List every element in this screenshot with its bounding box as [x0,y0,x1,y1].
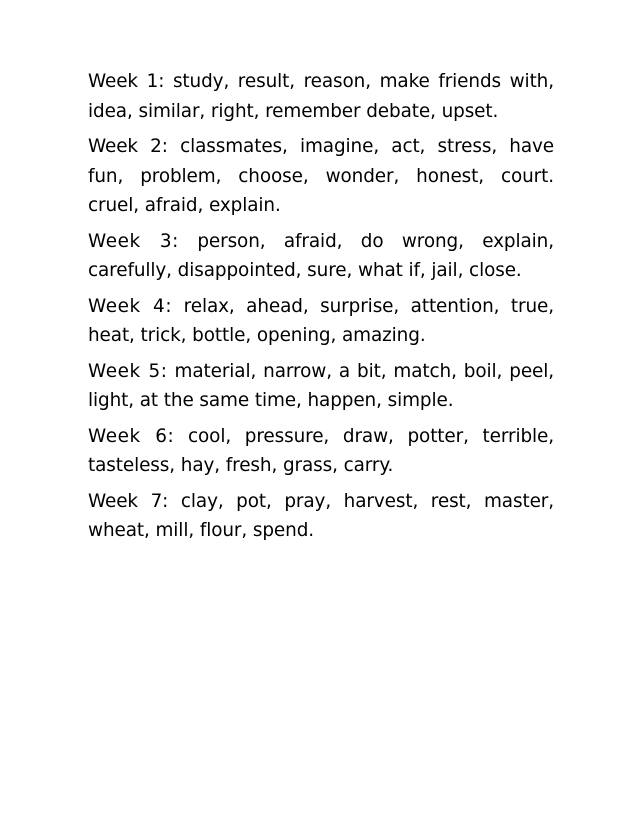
week-4-paragraph [88,292,554,351]
week-2-words: classmates, imagine, act, stress, have fun, problem, choose, wonder, honest, court. cruel, afraid, explain. [88,136,554,216]
week-1-words: study, result, reason, make friends with, idea, similar, right, remember debate, upset. [88,71,554,122]
week-5-label: Week 5: [88,360,168,382]
week-1-label: Week 1: [88,71,165,92]
week-4-words: relax, ahead, surprise, attention, true, heat, trick, bottle, opening, amazing. [88,295,555,346]
vocabulary-page [88,67,554,552]
week-6-paragraph [88,422,554,481]
week-3-paragraph [88,227,554,286]
week-3-label: Week 3: [88,230,179,252]
week-7-words: clay, pot, pray, harvest, rest, master, wheat, mill, flour, spend. [88,490,554,541]
week-2-label: Week 2: [88,136,168,157]
week-7-paragraph [88,487,554,546]
week-4-label: Week 4: [88,295,173,317]
week-7-label: Week 7: [88,490,169,512]
week-3-words: person, afraid, do wrong, explain, carefully, disappointed, sure, what if, jail, close. [88,230,554,281]
week-6-words: cool, pressure, draw, potter, terrible, tasteless, hay, fresh, grass, carry. [88,425,555,476]
week-1-paragraph [88,67,554,126]
week-5-paragraph [88,357,554,416]
week-5-words: material, narrow, a bit, match, boil, peel, light, at the same time, happen, simple. [88,360,554,411]
week-2-paragraph [88,132,554,221]
week-6-label: Week 6: [88,425,175,447]
